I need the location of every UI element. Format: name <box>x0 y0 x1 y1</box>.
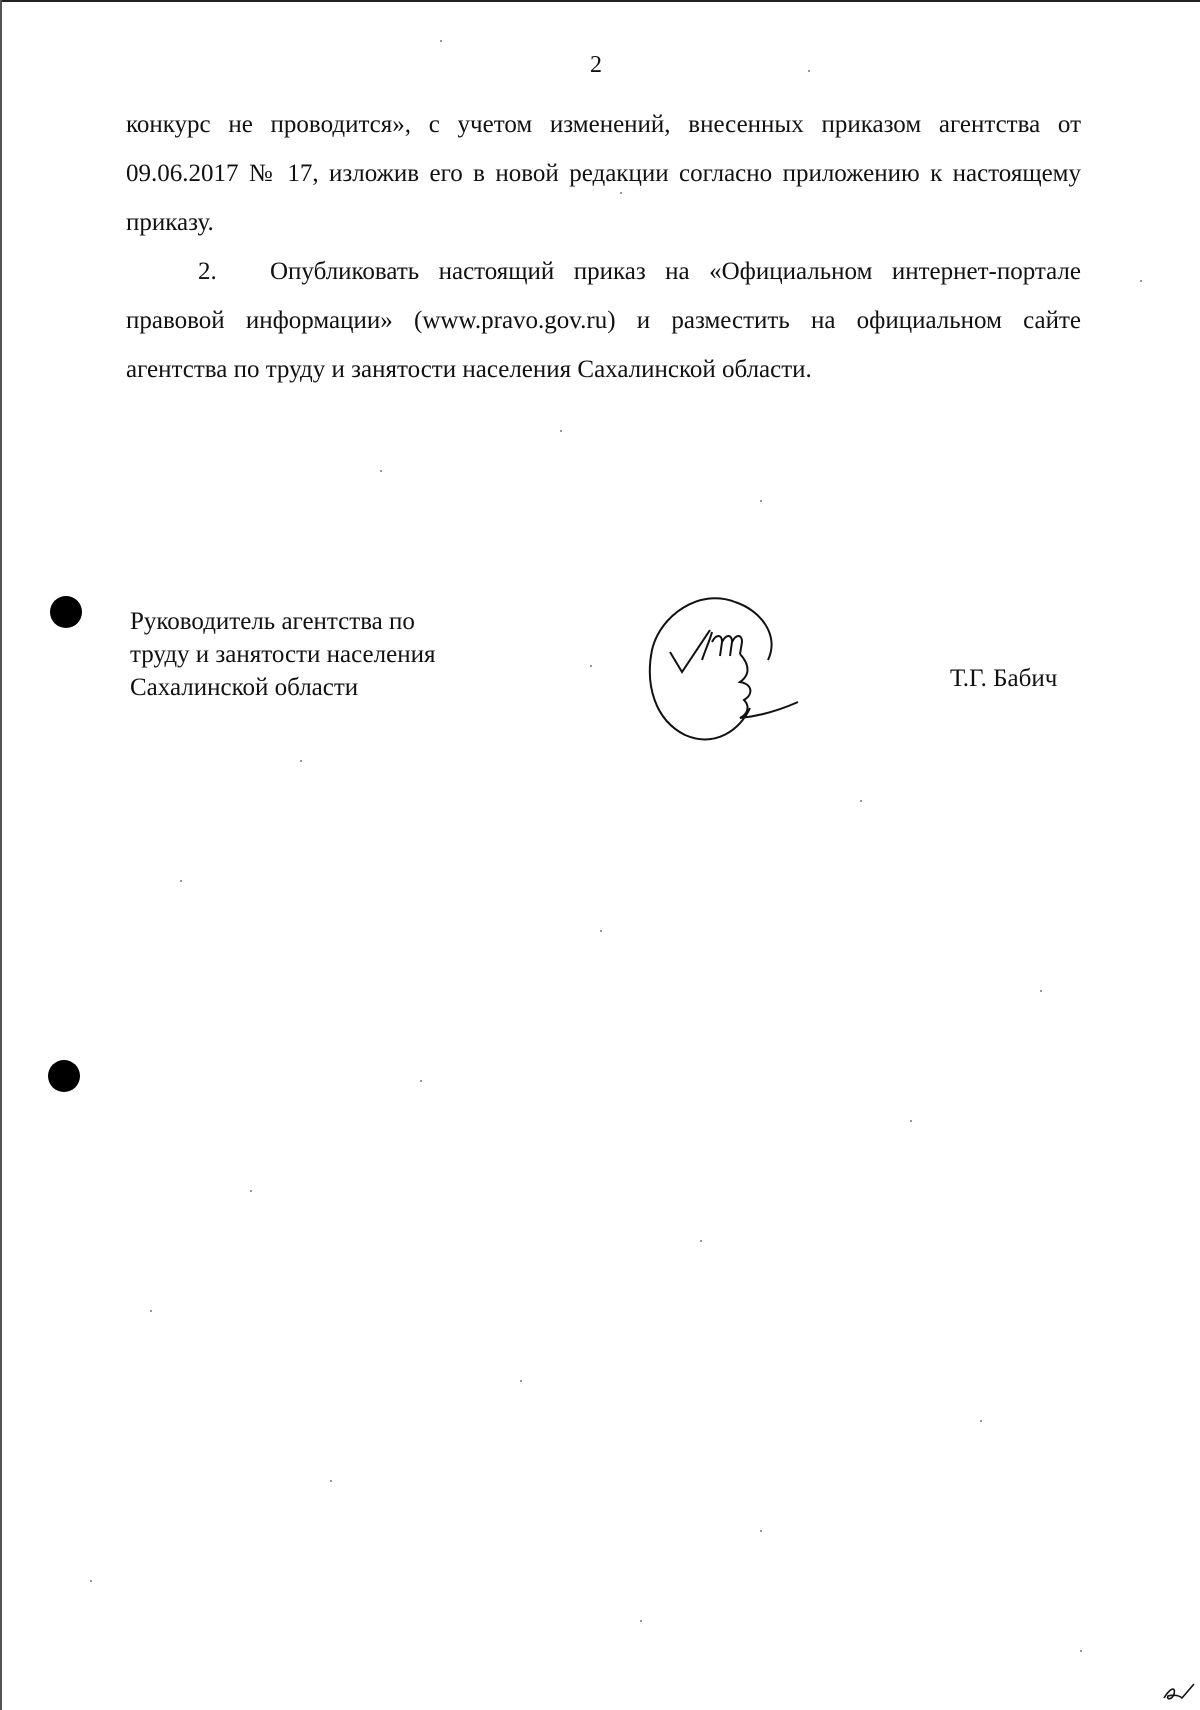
paragraph-1-line-1: конкурс не проводится», с учетом изменений, внесенных приказом агентства <box>126 111 1041 138</box>
signer-title-line-1: Руководитель агентства по <box>130 608 415 635</box>
signer-title-line-2: труду и занятости населения <box>130 641 436 668</box>
paragraph-1 <box>126 100 1081 247</box>
handwritten-corner-mark <box>1160 1680 1196 1709</box>
paragraph-2-number: 2. <box>198 258 217 285</box>
document-body <box>126 100 1081 394</box>
signer-name: Т.Г. Бабич <box>950 665 1058 692</box>
paragraph-2 <box>126 247 1081 394</box>
punch-hole-top <box>50 596 82 628</box>
paragraph-2-text: Опубликовать настоящий приказ на «Официальном интернет-портале правовой информации» (www.pravo.gov.ru) и разместить на официальном сайте агентства по труду и занятости населения Сахалинской области. <box>126 258 1081 383</box>
punch-hole-bottom <box>48 1060 80 1092</box>
signer-title <box>130 605 435 704</box>
page-left-edge <box>0 0 2 1710</box>
signer-title-line-3: Сахалинской области <box>130 674 359 701</box>
page-number: 2 <box>590 52 602 78</box>
handwritten-signature <box>640 590 810 755</box>
page-top-edge <box>0 0 1200 2</box>
paragraph-1-rest: от 09.06.2017 № 17, изложив его в новой редакции согласно приложению к настоящему приказу. <box>126 111 1082 236</box>
